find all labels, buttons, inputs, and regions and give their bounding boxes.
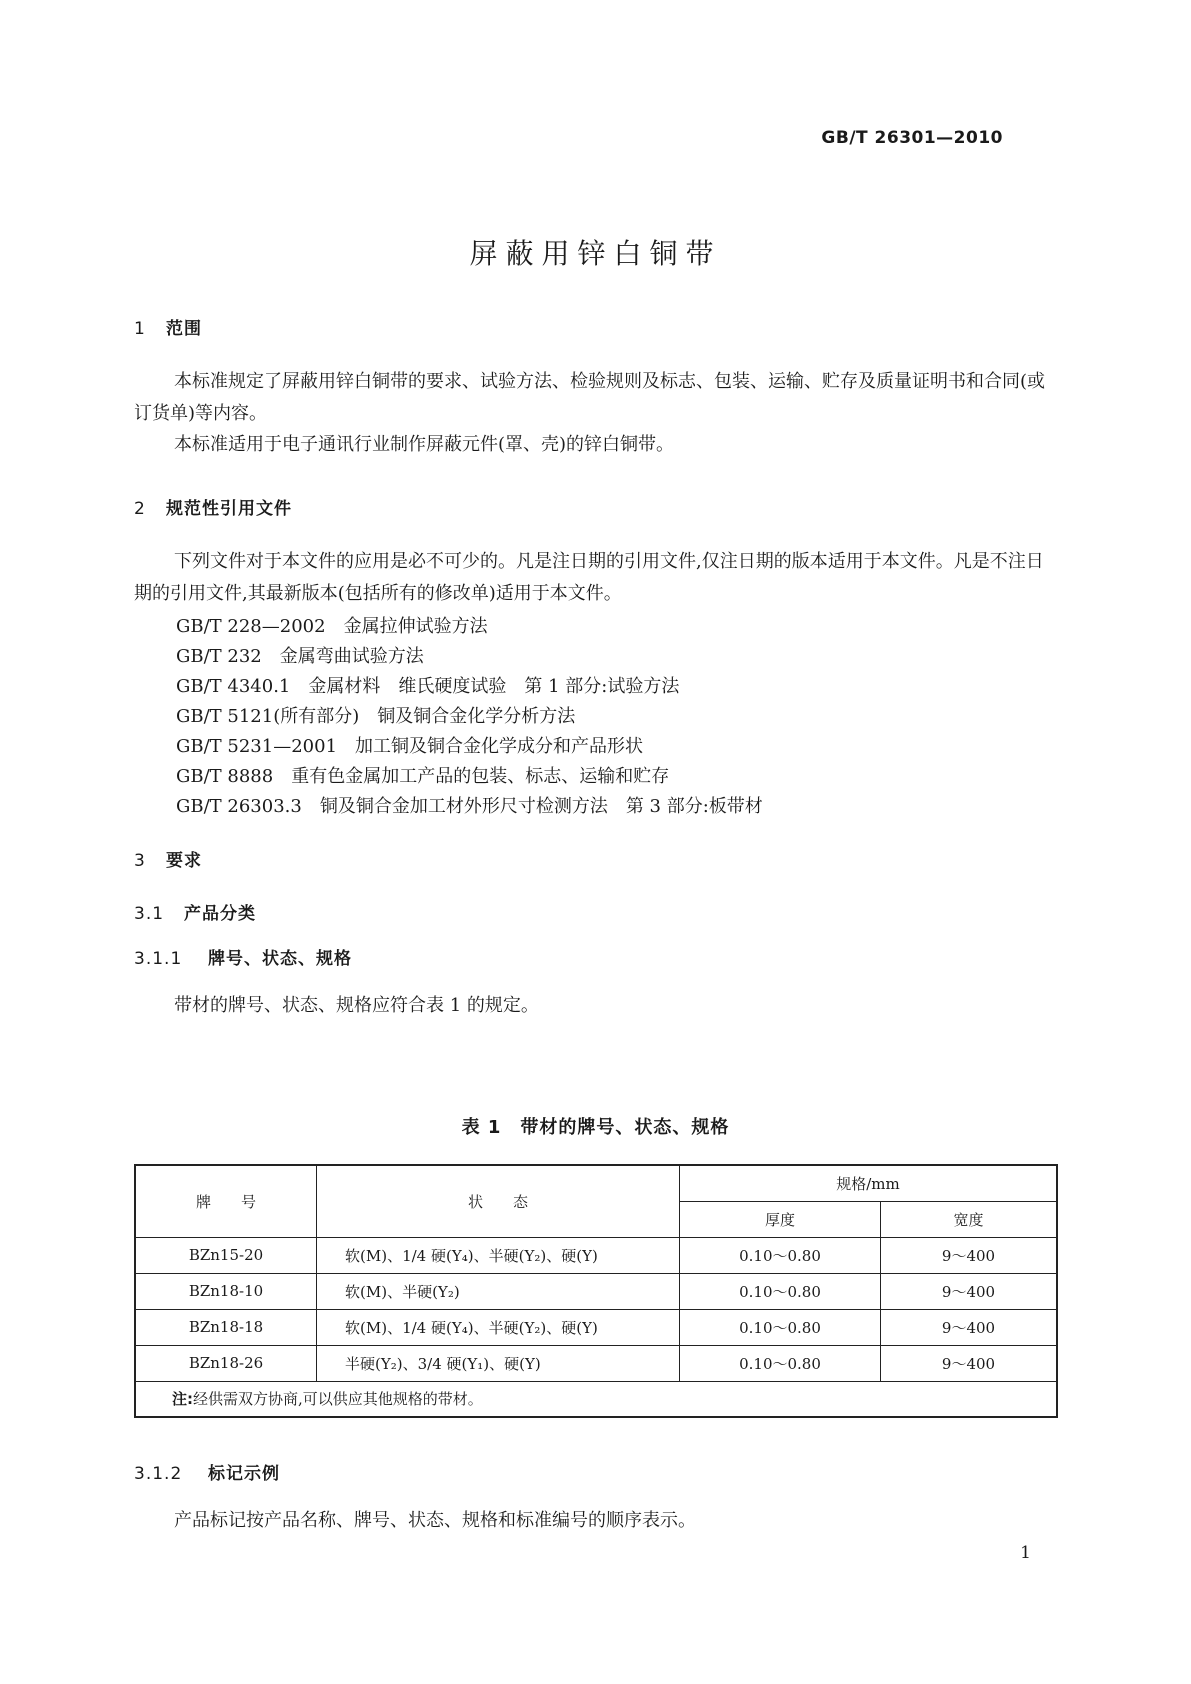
cell-width: 9～400 (881, 1309, 1058, 1345)
section-title: 标记示例 (208, 1464, 280, 1484)
cell-thickness: 0.10～0.80 (680, 1345, 881, 1381)
cell-width: 9～400 (881, 1345, 1058, 1381)
reference-item: GB/T 4340.1 金属材料 维氏硬度试验 第 1 部分:试验方法 (176, 676, 680, 697)
header-grade: 牌 号 (135, 1165, 317, 1237)
section-number: 3.1.2 (134, 1464, 183, 1484)
reference-item: GB/T 228—2002 金属拉伸试验方法 (176, 616, 488, 637)
section-3-1-1-paragraph: 带材的牌号、状态、规格应符合表 1 的规定。 (174, 995, 539, 1016)
section-3-heading (134, 846, 202, 871)
section-1-heading (134, 314, 202, 339)
standard-code: GB/T 26301—2010 (821, 128, 1003, 148)
section-number: 3.1 (134, 904, 165, 924)
section-title: 产品分类 (184, 904, 256, 924)
header-state: 状 态 (317, 1165, 680, 1237)
cell-width: 9～400 (881, 1237, 1058, 1273)
document-title: 屏蔽用锌白铜带 (469, 237, 722, 270)
cell-thickness: 0.10～0.80 (680, 1237, 881, 1273)
section-3-1-1-heading (134, 944, 352, 969)
header-width: 宽度 (881, 1201, 1058, 1237)
cell-grade: BZn18-18 (135, 1309, 317, 1345)
section-3-1-2-paragraph: 产品标记按产品名称、牌号、状态、规格和标准编号的顺序表示。 (174, 1510, 696, 1531)
section-number: 1 (134, 319, 146, 339)
section-number: 3 (134, 851, 146, 871)
page-number: 1 (1020, 1543, 1031, 1563)
header-spec: 规格/mm (680, 1165, 1058, 1201)
cell-grade: BZn18-26 (135, 1345, 317, 1381)
cell-state: 软(M)、1/4 硬(Y₄)、半硬(Y₂)、硬(Y) (317, 1309, 680, 1345)
cell-thickness: 0.10～0.80 (680, 1309, 881, 1345)
cell-state: 半硬(Y₂)、3/4 硬(Y₁)、硬(Y) (317, 1345, 680, 1381)
section-2-paragraph-1: 下列文件对于本文件的应用是必不可少的。凡是注日期的引用文件,仅注日期的版本适用于本文件。凡是不注日期的引用文件,其最新版本(包括所有的修改单)适用于本文件。 (134, 551, 1044, 604)
spec-table (134, 1164, 1058, 1418)
cell-state: 软(M)、半硬(Y₂) (317, 1273, 680, 1309)
table-row (135, 1273, 1057, 1309)
table-caption: 表 1 带材的牌号、状态、规格 (461, 1117, 730, 1138)
note-text: 经供需双方协商,可以供应其他规格的带材。 (193, 1390, 483, 1409)
reference-item: GB/T 232 金属弯曲试验方法 (176, 646, 424, 667)
table-row (135, 1309, 1057, 1345)
section-3-1-heading (134, 899, 256, 924)
section-title: 要求 (166, 851, 202, 871)
section-1-paragraph-1: 本标准规定了屏蔽用锌白铜带的要求、试验方法、检验规则及标志、包装、运输、贮存及质量证明书和合同(或订货单)等内容。 (134, 371, 1046, 424)
note-label: 注: (172, 1390, 193, 1409)
reference-item: GB/T 8888 重有色金属加工产品的包装、标志、运输和贮存 (176, 766, 670, 787)
header-thickness: 厚度 (680, 1201, 881, 1237)
section-number: 3.1.1 (134, 949, 183, 969)
cell-width: 9～400 (881, 1273, 1058, 1309)
cell-thickness: 0.10～0.80 (680, 1273, 881, 1309)
section-title: 规范性引用文件 (166, 499, 292, 519)
cell-grade: BZn18-10 (135, 1273, 317, 1309)
table-row (135, 1345, 1057, 1381)
section-1-paragraph-2: 本标准适用于电子通讯行业制作屏蔽元件(罩、壳)的锌白铜带。 (174, 434, 675, 455)
table-row (135, 1237, 1057, 1273)
section-3-1-2-heading (134, 1459, 280, 1484)
section-2-heading (134, 494, 292, 519)
reference-item: GB/T 5121(所有部分) 铜及铜合金化学分析方法 (176, 706, 576, 727)
section-number: 2 (134, 499, 146, 519)
section-title: 范围 (166, 319, 202, 339)
cell-state: 软(M)、1/4 硬(Y₄)、半硬(Y₂)、硬(Y) (317, 1237, 680, 1273)
reference-item: GB/T 26303.3 铜及铜合金加工材外形尺寸检测方法 第 3 部分:板带材 (176, 796, 763, 817)
table-note (135, 1381, 1057, 1417)
cell-grade: BZn15-20 (135, 1237, 317, 1273)
table-header-row (135, 1165, 1057, 1201)
section-title: 牌号、状态、规格 (208, 949, 352, 969)
table-note-row (135, 1381, 1057, 1417)
reference-item: GB/T 5231—2001 加工铜及铜合金化学成分和产品形状 (176, 736, 644, 757)
